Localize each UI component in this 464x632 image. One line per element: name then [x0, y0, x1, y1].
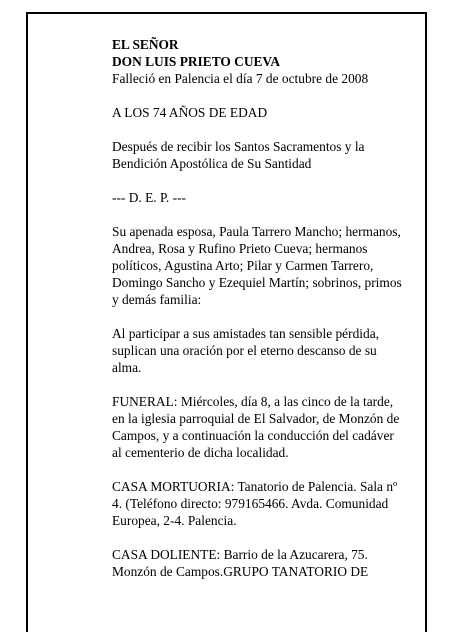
obituary-notice: [112, 36, 402, 580]
rip-line: --- D. E. P. ---: [112, 190, 187, 205]
funeral-paragraph: FUNERAL: Miércoles, día 8, a las cinco de la tarde, en la iglesia parroquial de El Salvador, de Monzón de Campos, y a continuación la conducción del cadáver al cementerio de dicha localidad.: [112, 394, 400, 460]
death-date-line: Falleció en Palencia el día 7 de octubre de 2008: [112, 71, 369, 86]
prayer-request-paragraph: Al participar a sus amistades tan sensible pérdida, suplican una oración por el eterno descanso de su alma.: [112, 326, 379, 375]
age-line: A LOS 74 AÑOS DE EDAD: [112, 105, 268, 120]
deceased-name: DON LUIS PRIETO CUEVA: [112, 54, 281, 69]
mortuary-paragraph: CASA MORTUORIA: Tanatorio de Palencia. Sala nº 4. (Teléfono directo: 979165466. Avda. Comunidad Europea, 2-4. Palencia.: [112, 479, 398, 528]
family-paragraph: Su apenada esposa, Paula Tarrero Mancho; hermanos, Andrea, Rosa y Rufino Prieto Cueva; hermanos políticos, Agustina Arto; Pilar y Carmen Tarrero, Domingo Sancho y Ezequiel Martín; sobrinos, primos y demás familia:: [112, 224, 402, 307]
title-line-1: EL SEÑOR: [112, 37, 179, 52]
sacraments-paragraph: Después de recibir los Santos Sacramentos y la Bendición Apostólica de Su Santidad: [112, 139, 365, 171]
mourning-home-paragraph: CASA DOLIENTE: Barrio de la Azucarera, 75. Monzón de Campos.GRUPO TANATORIO DE: [112, 547, 369, 579]
